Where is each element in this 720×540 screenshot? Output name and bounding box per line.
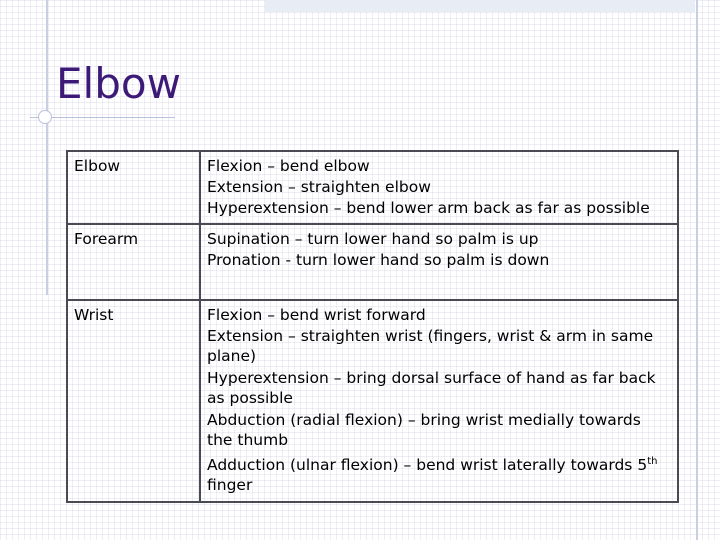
table-row-elbow xyxy=(67,151,678,224)
decorative-right-line xyxy=(696,0,698,540)
motion-line: Supination – turn lower hand so palm is up xyxy=(207,230,539,248)
motion-line: Hyperextension – bend lower arm back as far as possible xyxy=(207,199,650,217)
motion-line: Flexion – bend elbow xyxy=(207,157,370,175)
motions-cell xyxy=(200,151,678,224)
joint-motions-table xyxy=(66,150,679,503)
joint-cell: Forearm xyxy=(67,224,200,300)
motions-cell xyxy=(200,224,678,300)
ordinal-superscript: th xyxy=(647,456,658,467)
motion-line: Hyperextension – bring dorsal surface of hand as far back as possible xyxy=(207,369,656,407)
motion-line: Extension – straighten elbow xyxy=(207,178,431,196)
motion-line: Pronation - turn lower hand so palm is down xyxy=(207,251,550,269)
motion-text: finger xyxy=(207,476,253,495)
table-row-wrist xyxy=(67,300,678,502)
decorative-top-bar xyxy=(265,0,695,12)
motion-line: Flexion – bend wrist forward xyxy=(207,306,426,324)
slide-title: Elbow xyxy=(56,59,181,108)
joint-cell: Elbow xyxy=(67,151,200,224)
motion-line-last xyxy=(207,452,671,495)
table-row-forearm xyxy=(67,224,678,300)
motion-line: Extension – straighten wrist (fingers, wrist & arm in same plane) xyxy=(207,327,654,365)
motion-line: Abduction (radial flexion) – bring wrist medially towards the thumb xyxy=(207,411,641,449)
motions-cell xyxy=(200,300,678,502)
decorative-vertical-line xyxy=(46,0,48,295)
joint-cell: Wrist xyxy=(67,300,200,502)
motion-text: Adduction (ulnar flexion) – bend wrist laterally towards 5 xyxy=(207,456,648,475)
decorative-circle xyxy=(38,110,52,124)
